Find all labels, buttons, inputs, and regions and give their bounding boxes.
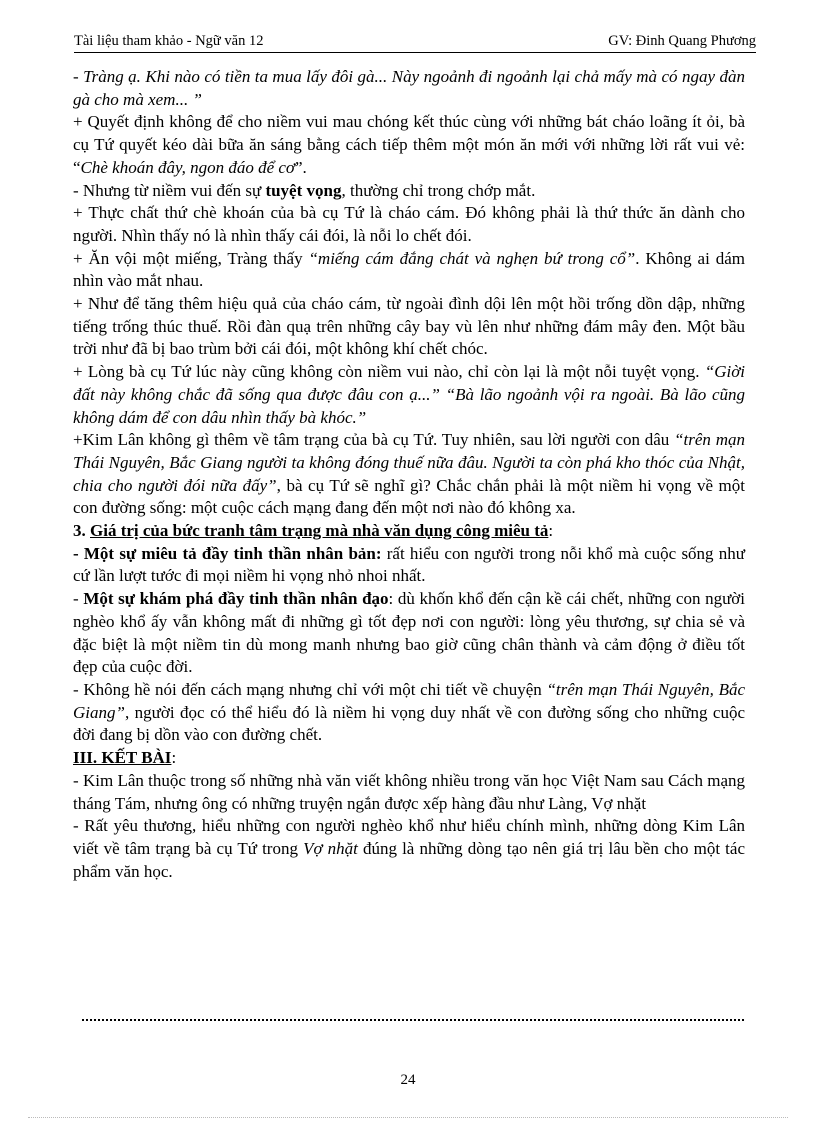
text-run: đúng là những dòng tạo nên giá trị lâu bền cho một tác phẩm văn học. xyxy=(73,838,745,881)
paragraph: + Như để tăng thêm hiệu quả của cháo cám, từ ngoài đình dội lên một hồi trống dồn dập, những tiếng trống thúc thuế. Rồi đàn quạ trên những cây bay vù lên như những đám mây đen. Một bầu trời như đã bị bao trùm bởi cái đói, một không khí chết chóc. xyxy=(73,294,745,359)
page-header xyxy=(74,30,756,53)
paragraph xyxy=(73,180,745,203)
text-run: - Nhưng từ niềm vui đến sự xyxy=(73,180,266,200)
quote-text: “Giời đất này không chắc đã sống qua được đâu con ạ...” “Bà lão ngoảnh vội ra ngoài. Bà lão cũng không dám để con dâu nhìn thấy bà khóc.” xyxy=(73,362,745,427)
paragraph: - Kim Lân thuộc trong số những nhà văn viết không nhiều trong văn học Việt Nam sau Cách mạng tháng Tám, nhưng ông có những truyện ngắn được xếp hàng đầu như Làng, Vợ nhặt xyxy=(73,770,745,813)
quote-text: “trên mạn Thái Nguyên, Bắc Giang người ta không đóng thuế nữa đâu. Người ta còn phá kho thóc của Nhật, chia cho người đói nữa đấy” xyxy=(73,430,745,495)
section-heading xyxy=(73,520,745,543)
quote-text: Chè khoán đây, ngon đáo để cơ xyxy=(80,157,295,177)
quote-text: “miếng cám đắng chát và nghẹn bứ trong cổ” xyxy=(308,248,636,268)
text-run: , bà cụ Tứ sẽ nghĩ gì? Chắc chắn phải là một niềm hi vọng về một con đường sống: một cuộc cách mạng đang đến một nơi nào đó không xa. xyxy=(73,475,745,518)
text-run: . Không ai dám nhìn vào mắt nhau. xyxy=(73,248,745,291)
text-run: + Lòng bà cụ Tứ lúc này cũng không còn niềm vui nào, chỉ còn lại là một nỗi tuyệt vọng. xyxy=(73,362,705,382)
paragraph xyxy=(73,543,745,588)
dialogue-text: - Tràng ạ. Khi nào có tiền ta mua lấy đôi gà... Này ngoảnh đi ngoảnh lại chả mấy mà có ngay đàn gà cho mà xem... ” xyxy=(73,67,745,109)
bold-text: - Một sự miêu tả đầy tinh thần nhân bản: xyxy=(73,543,382,563)
text-run: ”. xyxy=(295,157,307,177)
heading-title: Giá trị của bức tranh tâm trạng mà nhà văn dụng công miêu tả xyxy=(90,521,549,541)
document-body xyxy=(73,66,745,883)
paragraph xyxy=(73,111,745,179)
text-run: + Quyết định không để cho niềm vui mau chóng kết thúc cùng với những bát cháo loãng ít ỏi, bà cụ Tứ quyết kéo dài bữa ăn sáng bằng cách tiếp thêm một món ăn mới với những lời rất vui vẻ: “ xyxy=(73,112,745,177)
bold-text: Một sự khám phá đầy tinh thần nhân đạo xyxy=(83,589,389,609)
text-run: - Không hề nói đến cách mạng nhưng chỉ với một chi tiết về chuyện xyxy=(73,679,547,699)
text-run: + Ăn vội một miếng, Tràng thấy xyxy=(73,248,309,268)
paragraph: + Thực chất thứ chè khoán của bà cụ Tứ là cháo cám. Đó không phải là thứ thức ăn dành cho người. Nhìn thấy nó là nhìn thấy cái đói, là nỗi lo chết đói. xyxy=(73,203,745,245)
paragraph xyxy=(73,588,745,679)
text-run: +Kim Lân không gì thêm về tâm trạng của bà cụ Tứ. Tuy nhiên, sau lời người con dâu xyxy=(73,430,675,450)
footer-divider xyxy=(82,1019,744,1021)
paragraph xyxy=(73,679,745,747)
paragraph xyxy=(73,361,745,429)
paragraph xyxy=(73,248,745,293)
quote-text: Vợ nhặt xyxy=(303,838,358,858)
text-run: - xyxy=(73,589,84,609)
text-run: : dù khốn khổ đến cận kề cái chết, những con người nghèo khổ ấy vẫn không mất đi những gì tốt đẹp nơi con người: lòng yêu thương, sự chia sẻ và đặc biệt là một niềm tin dù mong manh nhưng bao giờ cũng chân thành và cảm động ở điều tốt đẹp của cuộc đời. xyxy=(73,589,746,677)
section-heading xyxy=(73,747,745,770)
text-run: - Rất yêu thương, hiểu những con người nghèo khổ như hiểu chính mình, những dòng Kim Lân viết về tâm trạng bà cụ Tứ trong xyxy=(73,816,745,858)
paragraph xyxy=(73,815,745,883)
bold-text: tuyệt vọng xyxy=(265,180,342,200)
paragraph xyxy=(73,429,745,520)
text-run: rất hiểu con người trong nỗi khổ mà cuộc sống như cứ lần lượt tước đi mọi niềm hi vọng nhỏ nhoi nhất. xyxy=(73,543,745,586)
quote-text: “trên mạn Thái Nguyên, Bắc Giang” xyxy=(73,679,746,722)
paragraph xyxy=(73,66,745,111)
text-run: , người đọc có thể hiểu đó là niềm hi vọng duy nhất về con đường sống cho những cuộc đời đang bị dồn vào con đường chết. xyxy=(73,702,745,745)
heading-title: III. KẾT BÀI xyxy=(73,748,172,768)
text-run: : xyxy=(171,748,177,768)
header-teacher: GV: Đinh Quang Phương xyxy=(608,33,756,49)
heading-number: 3. xyxy=(73,521,90,541)
page-edge-divider xyxy=(28,1117,788,1118)
text-run: : xyxy=(548,521,554,541)
header-subject: Tài liệu tham khảo - Ngữ văn 12 xyxy=(74,33,264,49)
page-number: 24 xyxy=(400,1072,416,1088)
text-run: , thường chỉ trong chớp mắt. xyxy=(341,180,536,200)
